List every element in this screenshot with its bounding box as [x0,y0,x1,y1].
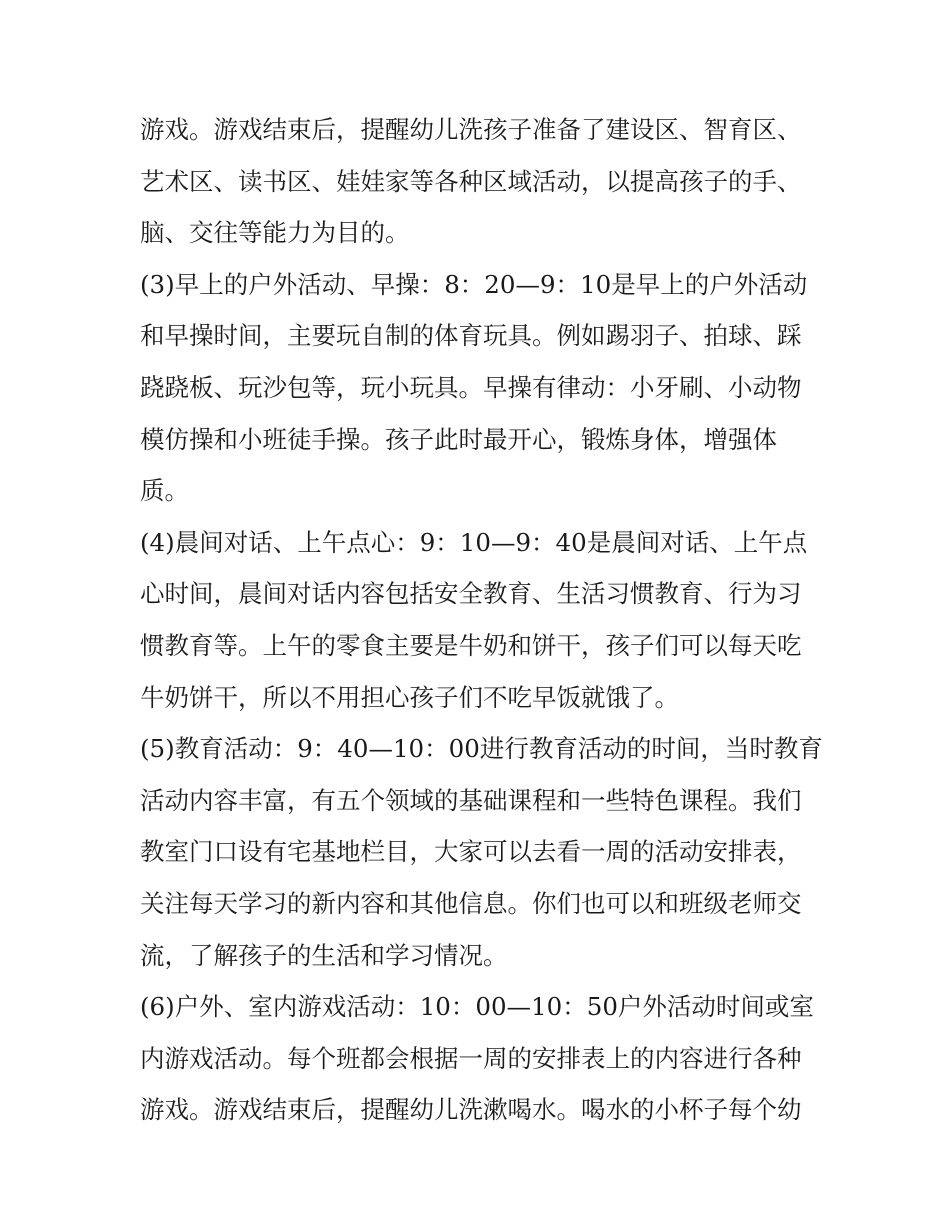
text-line: 惯教育等。上午的零食主要是牛奶和饼干，孩子们可以每天吃 [140,630,802,660]
text-line: 游戏。游戏结束后，提醒幼儿洗漱喝水。喝水的小杯子每个幼 [140,1095,802,1125]
text-line: 内游戏活动。每个班都会根据一周的安排表上的内容进行各种 [140,1043,802,1073]
text-line: (3)早上的户外活动、早操：8：20—9：10是早上的户外活动 [140,269,808,299]
text-line: 模仿操和小班徒手操。孩子此时最开心，锻炼身体，增强体 [140,424,777,454]
text-line: 流，了解孩子的生活和学习情况。 [140,940,508,970]
text-line: 质。 [140,476,189,506]
text-line: 和早操时间，主要玩自制的体育玩具。例如踢羽子、拍球、踩 [140,321,802,351]
text-line: 活动内容丰富，有五个领域的基础课程和一些特色课程。我们 [140,785,802,815]
text-line: 游戏。游戏结束后，提醒幼儿洗孩子准备了建设区、智育区、 [140,115,802,144]
text-line: 心时间，晨间对话内容包括安全教育、生活习惯教育、行为习 [140,579,802,609]
document-body [140,104,830,1136]
text-line: 教室门口设有宅基地栏目，大家可以去看一周的活动安排表， [140,837,802,867]
text-line: (6)户外、室内游戏活动：10：00—10：50户外活动时间或室 [140,992,814,1022]
text-line: (5)教育活动：9：40—10：00进行教育活动的时间，当时教育 [140,734,823,764]
text-line: 关注每天学习的新内容和其他信息。你们也可以和班级老师交 [140,888,802,918]
text-line: 跷跷板、玩沙包等，玩小玩具。早操有律动：小牙刷、小动物 [140,372,802,402]
text-line: 艺术区、读书区、娃娃家等各种区域活动，以提高孩子的手、 [140,166,802,196]
text-line: 牛奶饼干，所以不用担心孩子们不吃早饭就饿了。 [140,682,679,712]
text-line: (4)晨间对话、上午点心：9：10—9：40是晨间对话、上午点 [140,527,808,557]
text-line: 脑、交往等能力为目的。 [140,218,410,248]
